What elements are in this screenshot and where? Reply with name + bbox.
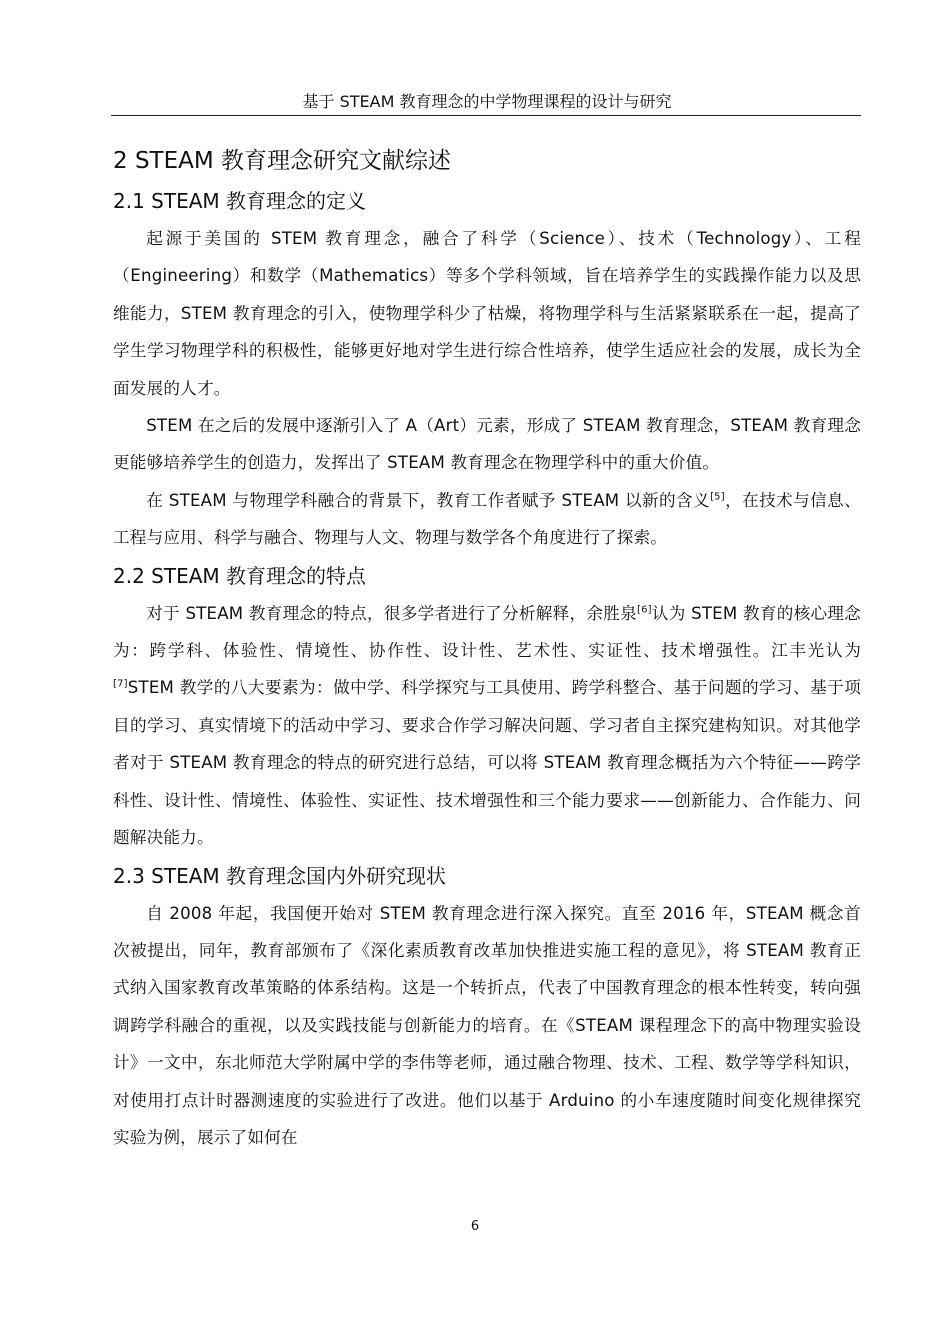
citation-marker: [6]: [636, 604, 652, 616]
body-paragraph: [113, 482, 861, 557]
main-content: [113, 140, 861, 1156]
header-rule: [111, 115, 861, 116]
body-paragraph: [113, 220, 861, 407]
chapter-title: 2 STEAM 教育理念研究文献综述: [113, 148, 452, 174]
paragraph-text: STEM 教学的八大要素为：做中学、科学探究与工具使用、跨学科整合、基于问题的学习、基于项目的学习、真实情境下的活动中学习、要求合作学习解决问题、学习者自主探究建构知识。对其他学者对于 STEAM 教育理念的特点的研究进行总结，可以将 STEAM 教育理念概括为六个特征——跨学科性、设计性、情境性、体验性、实证性、技术增强性和三个能力要求——创新能力、合作能力、问题解决能力。: [113, 678, 861, 848]
citation-marker: [5]: [710, 491, 725, 503]
paragraph-text: 自 2008 年起，我国便开始对 STEM 教育理念进行深入探究。直至 2016 年，STEAM 概念首次被提出，同年，教育部颁布了《深化素质教育改革加快推进实施工程的意见》，将 STEAM 教育正式纳入国家教育改革策略的体系结构。这是一个转折点，代表了中国教育理念的根本性转变，转向强调跨学科融合的重视，以及实践技能与创新能力的培育。在《STEAM 课程理念下的高中物理实验设计》一文中，东北师范大学附属中学的李伟等老师，通过融合物理、技术、工程、数学等学科知识，对使用打点计时器测速度的实验进行了改进。他们以基于 Arduino 的小车速度随时间变化规律探究实验为例，展示了如何在: [113, 903, 861, 1147]
body-paragraph: [113, 407, 861, 482]
paragraph-text: 认为 STEM 教育的核心理念为：跨学科、体验性、情境性、协作性、设计性、艺术性、实证性、技术增强性。江丰光认为: [113, 603, 861, 661]
paragraph-text: 起源于美国的 STEM 教育理念，融合了科学（Science）、技术（Technology）、工程（Engineering）和数学（Mathematics）等多个学科领域，旨在培养学生的实践操作能力以及思维能力，STEM 教育理念的引入，使物理学科少了枯燥，将物理学科与生活紧紧联系在一起，提高了学生学习物理学科的积极性，能够更好地对学生进行综合性培养，使学生适应社会的发展，成长为全面发展的人才。: [113, 229, 861, 398]
page-number: 6: [470, 1219, 480, 1234]
paragraph-text: 在 STEAM 与物理学科融合的背景下，教育工作者赋予 STEAM 以新的含义: [146, 490, 711, 510]
paragraph-text: ，在技术与信息、工程与应用、科学与融合、物理与人文、物理与数学各个角度进行了探索。: [113, 490, 861, 548]
body-paragraph: [113, 895, 861, 1157]
paragraph-text: STEM 在之后的发展中逐渐引入了 A（Art）元素，形成了 STEAM 教育理念，STEAM 教育理念更能够培养学生的创造力，发挥出了 STEAM 教育理念在物理学科中的重大价值。: [113, 416, 861, 473]
section-heading: 2.2 STEAM 教育理念的特点: [113, 563, 367, 588]
citation-marker: [7]: [113, 678, 128, 690]
running-header: 基于 STEAM 教育理念的中学物理课程的设计与研究: [302, 92, 672, 111]
body-paragraph: [113, 595, 861, 857]
section-heading: 2.1 STEAM 教育理念的定义: [113, 189, 367, 213]
sections-container: [113, 182, 861, 1156]
paragraph-text: 对于 STEAM 教育理念的特点，很多学者进行了分析解释，余胜泉: [146, 603, 637, 623]
section-heading: 2.3 STEAM 教育理念国内外研究现状: [113, 863, 447, 888]
